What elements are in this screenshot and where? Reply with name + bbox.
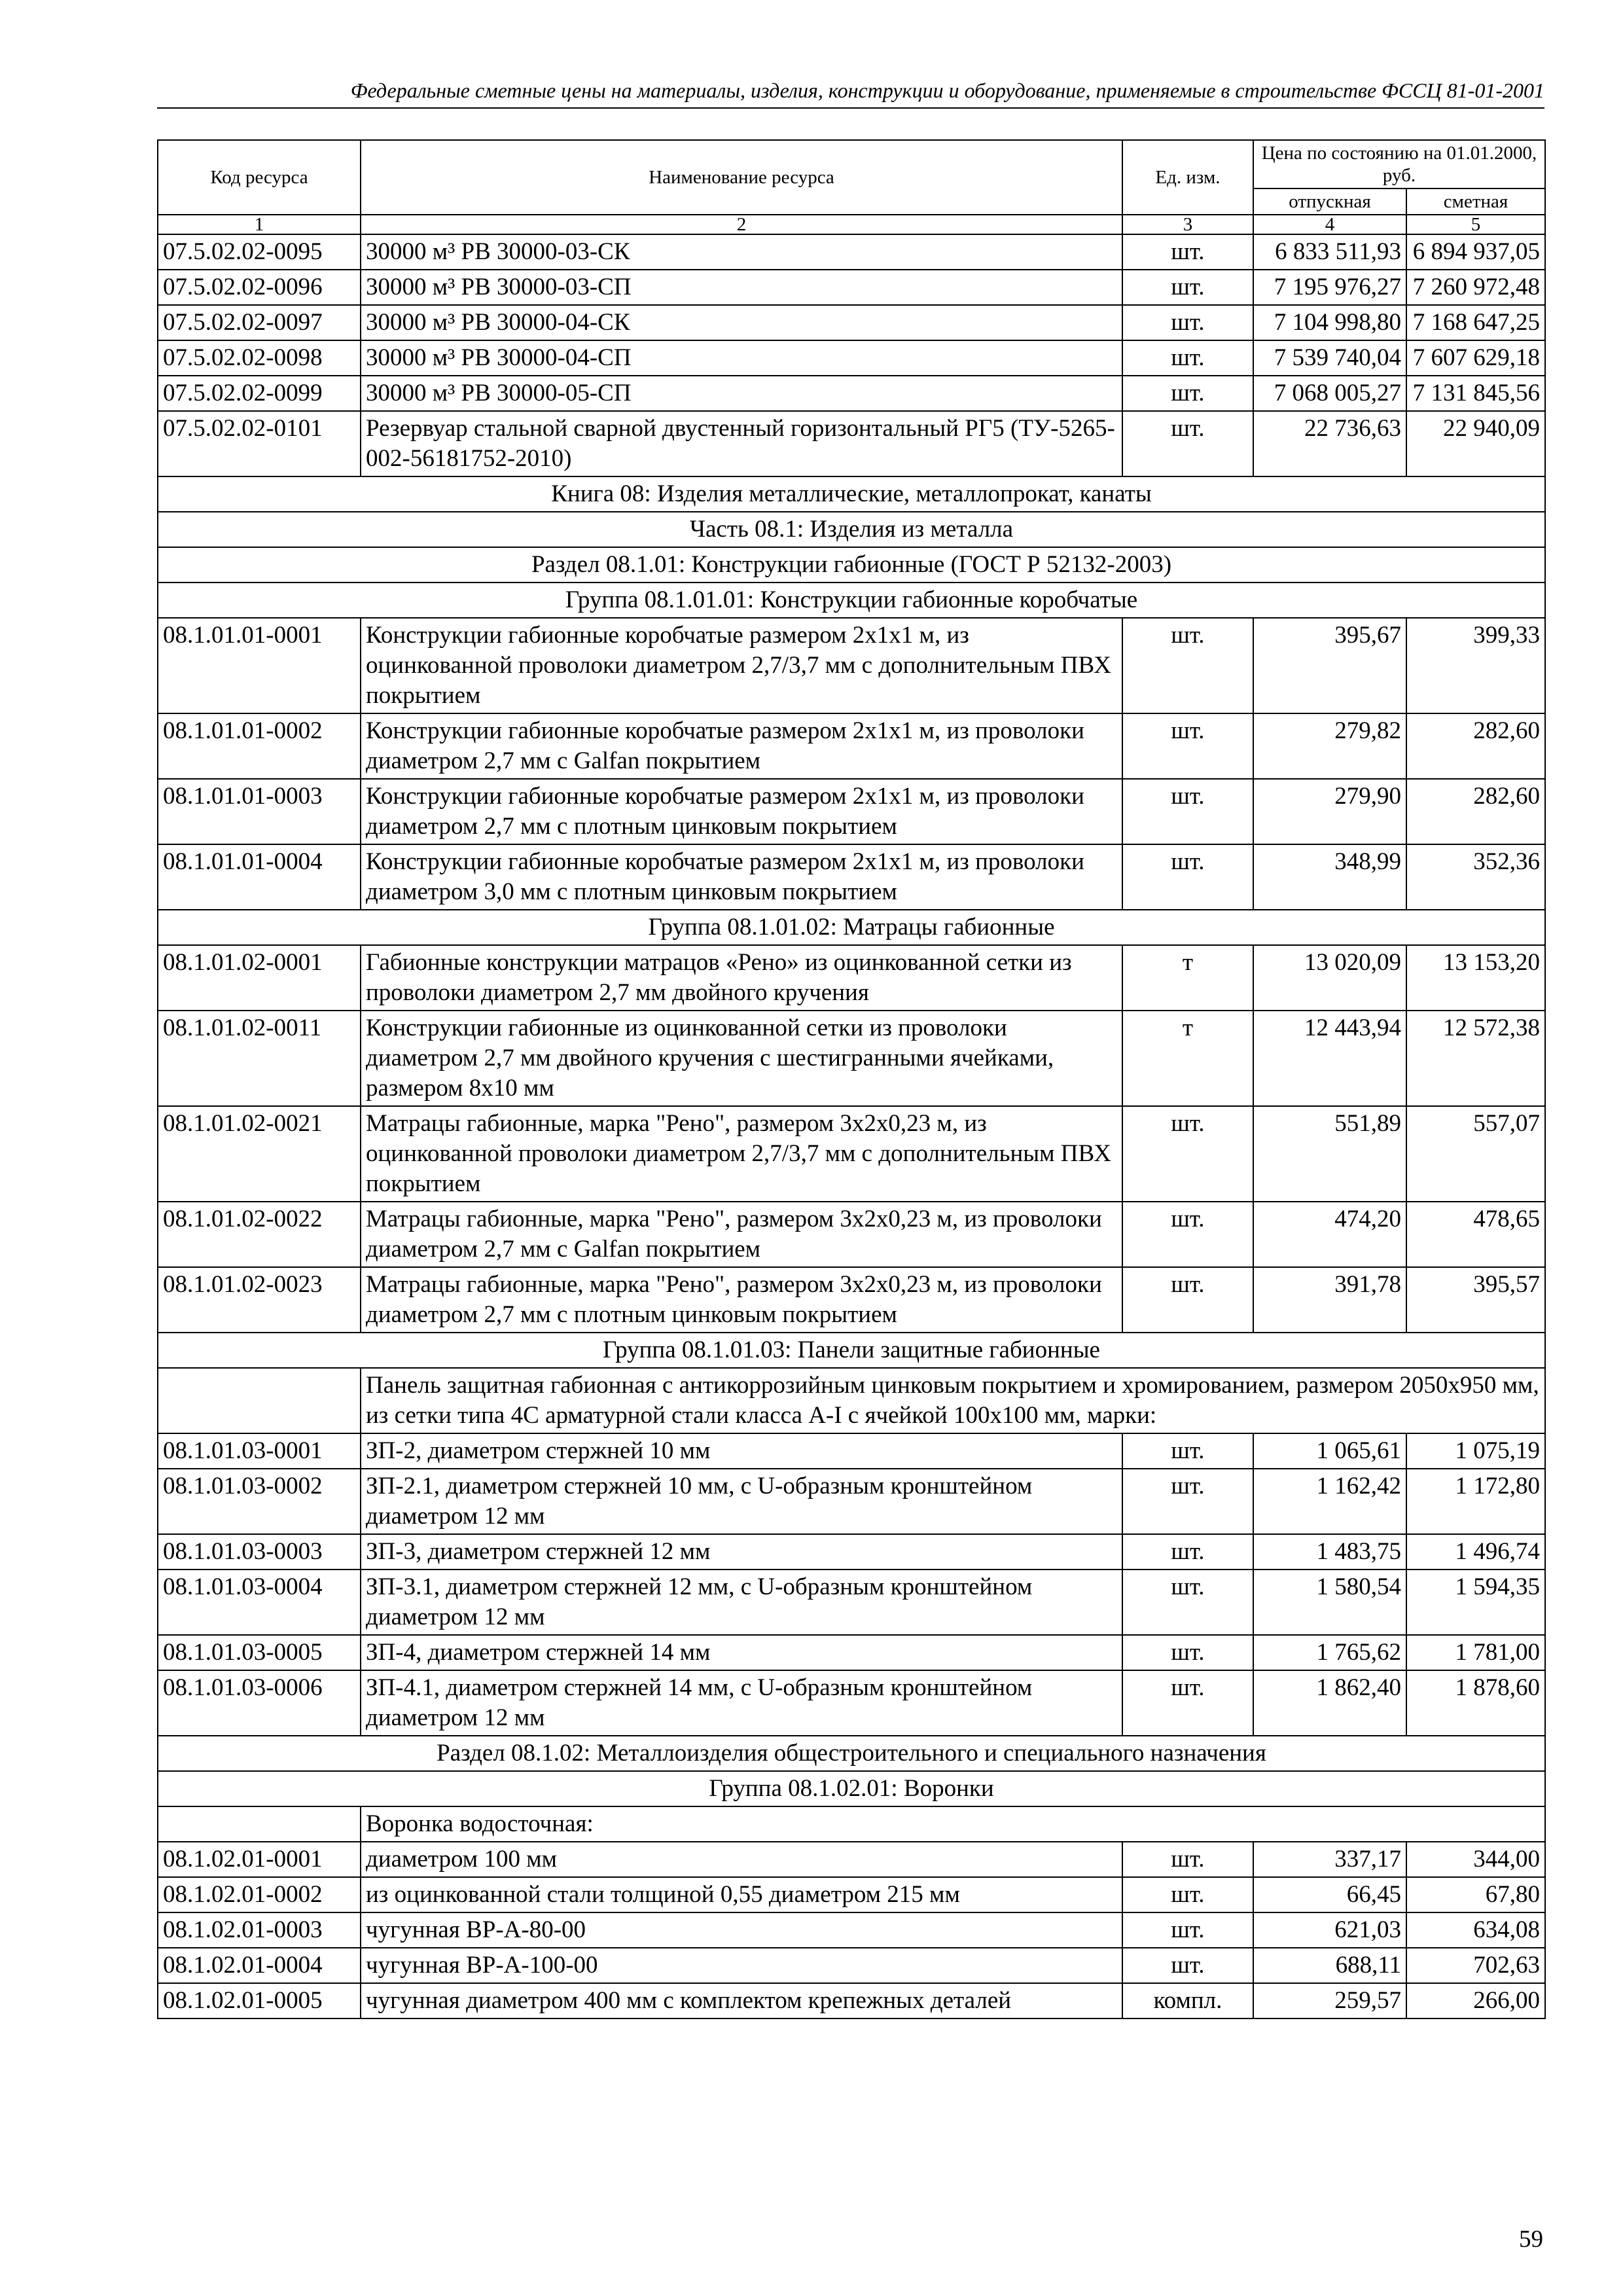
- table-row: [158, 234, 1545, 270]
- estimate-price: 352,36: [1406, 844, 1545, 910]
- estimate-price: 395,57: [1406, 1267, 1545, 1333]
- resource-name: ЗП-4.1, диаметром стержней 14 мм, с U-образным кронштейном диаметром 12 мм: [361, 1670, 1122, 1736]
- resource-code: 08.1.01.01-0001: [158, 618, 361, 713]
- unit: шт.: [1122, 1267, 1253, 1333]
- unit: т: [1122, 1011, 1253, 1106]
- resource-name: ЗП-3.1, диаметром стержней 12 мм, с U-образным кронштейном диаметром 12 мм: [361, 1570, 1122, 1635]
- group-heading: Группа 08.1.01.03: Панели защитные габионные: [158, 1333, 1545, 1368]
- page-number: 59: [1519, 2226, 1543, 2253]
- resource-name: 30000 м³ РВ 30000-03-СП: [361, 270, 1122, 305]
- table-row: [158, 1202, 1545, 1267]
- resource-code: 08.1.01.03-0005: [158, 1635, 361, 1670]
- group-heading: Группа 08.1.01.01: Конструкции габионные коробчатые: [158, 583, 1545, 618]
- release-price: 13 020,09: [1253, 945, 1406, 1011]
- group-heading: Группа 08.1.01.02: Матрацы габионные: [158, 910, 1545, 945]
- resource-code: 07.5.02.02-0098: [158, 340, 361, 376]
- table-row: [158, 376, 1545, 411]
- table-row: [158, 270, 1545, 305]
- unit: шт.: [1122, 1877, 1253, 1912]
- estimate-price: 1 594,35: [1406, 1570, 1545, 1635]
- release-price: 1 765,62: [1253, 1635, 1406, 1670]
- unit: шт.: [1122, 1534, 1253, 1570]
- resource-name: чугунная ВР-А-80-00: [361, 1912, 1122, 1948]
- resource-code: 08.1.02.01-0005: [158, 1983, 361, 2018]
- estimate-price: 557,07: [1406, 1106, 1545, 1202]
- col-number: 2: [361, 215, 1122, 234]
- unit: шт.: [1122, 1912, 1253, 1948]
- table-body: [158, 234, 1545, 2018]
- table-row: [158, 618, 1545, 713]
- resource-code: 08.1.01.02-0011: [158, 1011, 361, 1106]
- estimate-price: 282,60: [1406, 713, 1545, 779]
- release-price: 391,78: [1253, 1267, 1406, 1333]
- release-price: 551,89: [1253, 1106, 1406, 1202]
- intro-text: Воронка водосточная:: [361, 1806, 1545, 1842]
- estimate-price: 478,65: [1406, 1202, 1545, 1267]
- table-row: [158, 411, 1545, 476]
- unit: шт.: [1122, 1469, 1253, 1534]
- resource-name: 30000 м³ РВ 30000-04-СП: [361, 340, 1122, 376]
- table-row: [158, 844, 1545, 910]
- resource-name: Конструкции габионные коробчатые размером 2x1x1 м, из оцинкованной проволоки диаметром 2,7/3,7 мм с дополнительным ПВХ покрытием: [361, 618, 1122, 713]
- resource-code: 08.1.02.01-0004: [158, 1948, 361, 1983]
- unit: т: [1122, 945, 1253, 1011]
- part-heading-row: [158, 512, 1545, 547]
- unit: компл.: [1122, 1983, 1253, 2018]
- resource-code: 07.5.02.02-0099: [158, 376, 361, 411]
- col-number: 5: [1406, 215, 1545, 234]
- estimate-price: 1 878,60: [1406, 1670, 1545, 1736]
- unit: шт.: [1122, 270, 1253, 305]
- col-header-price-group: Цена по состоянию на 01.01.2000, руб.: [1253, 140, 1545, 188]
- estimate-price: 1 496,74: [1406, 1534, 1545, 1570]
- release-price: 6 833 511,93: [1253, 234, 1406, 270]
- release-price: 688,11: [1253, 1948, 1406, 1983]
- release-price: 1 862,40: [1253, 1670, 1406, 1736]
- table-row: [158, 945, 1545, 1011]
- estimate-price: 344,00: [1406, 1842, 1545, 1877]
- estimate-price: 266,00: [1406, 1983, 1545, 2018]
- estimate-price: 12 572,38: [1406, 1011, 1545, 1106]
- estimate-price: 399,33: [1406, 618, 1545, 713]
- resource-code: 08.1.02.01-0002: [158, 1877, 361, 1912]
- table-row: [158, 1877, 1545, 1912]
- unit: шт.: [1122, 305, 1253, 340]
- intro-row: [158, 1368, 1545, 1433]
- unit: шт.: [1122, 1106, 1253, 1202]
- estimate-price: 7 607 629,18: [1406, 340, 1545, 376]
- resource-code: 08.1.01.03-0006: [158, 1670, 361, 1736]
- resource-code: 08.1.01.03-0004: [158, 1570, 361, 1635]
- resource-name: Конструкции габионные коробчатые размером 2x1x1 м, из проволоки диаметром 2,7 мм с плотным цинковым покрытием: [361, 779, 1122, 844]
- resource-name: Конструкции габионные коробчатые размером 2x1x1 м, из проволоки диаметром 3,0 мм с плотным цинковым покрытием: [361, 844, 1122, 910]
- resource-code: 08.1.01.02-0021: [158, 1106, 361, 1202]
- release-price: 621,03: [1253, 1912, 1406, 1948]
- resource-name: чугунная ВР-А-100-00: [361, 1948, 1122, 1983]
- resource-code: 07.5.02.02-0095: [158, 234, 361, 270]
- table-row: [158, 1570, 1545, 1635]
- release-price: 279,90: [1253, 779, 1406, 844]
- resource-code: 08.1.01.01-0002: [158, 713, 361, 779]
- section-heading: Раздел 08.1.01: Конструкции габионные (ГОСТ Р 52132-2003): [158, 547, 1545, 583]
- intro-row: [158, 1806, 1545, 1842]
- col-header-estimate: сметная: [1406, 188, 1545, 215]
- table-row: [158, 1011, 1545, 1106]
- col-header-release: отпускная: [1253, 188, 1406, 215]
- group-heading: Группа 08.1.02.01: Воронки: [158, 1771, 1545, 1806]
- intro-text: Панель защитная габионная с антикоррозийным цинковым покрытием и хромированием, размером 2050x950 мм, из сетки типа 4С арматурной стали класса А-I с ячейкой 100x100 мм, марки:: [361, 1368, 1545, 1433]
- release-price: 279,82: [1253, 713, 1406, 779]
- unit: шт.: [1122, 1948, 1253, 1983]
- resource-code: 08.1.01.02-0022: [158, 1202, 361, 1267]
- resource-name: Матрацы габионные, марка "Рено", размером 3x2x0,23 м, из проволоки диаметром 2,7 мм с плотным цинковым покрытием: [361, 1267, 1122, 1333]
- resource-name: Конструкции габионные коробчатые размером 2x1x1 м, из проволоки диаметром 2,7 мм с Galfan покрытием: [361, 713, 1122, 779]
- table-row: [158, 1635, 1545, 1670]
- estimate-price: 1 781,00: [1406, 1635, 1545, 1670]
- section-heading: Раздел 08.1.02: Металлоизделия общестроительного и специального назначения: [158, 1736, 1545, 1771]
- unit: шт.: [1122, 1433, 1253, 1469]
- release-price: 259,57: [1253, 1983, 1406, 2018]
- resource-code: 08.1.01.02-0023: [158, 1267, 361, 1333]
- group-heading-row: [158, 1333, 1545, 1368]
- col-number: 3: [1122, 215, 1253, 234]
- release-price: 7 068 005,27: [1253, 376, 1406, 411]
- release-price: 348,99: [1253, 844, 1406, 910]
- table-row: [158, 340, 1545, 376]
- resource-name: ЗП-3, диаметром стержней 12 мм: [361, 1534, 1122, 1570]
- estimate-price: 1 075,19: [1406, 1433, 1545, 1469]
- resource-name: Матрацы габионные, марка "Рено", размером 3x2x0,23 м, из проволоки диаметром 2,7 мм с Galfan покрытием: [361, 1202, 1122, 1267]
- section-heading-row: [158, 547, 1545, 583]
- running-header: Федеральные сметные цены на материалы, изделия, конструкции и оборудование, применяемые в строительстве ФССЦ 81-01-2001: [157, 77, 1544, 109]
- estimate-price: 22 940,09: [1406, 411, 1545, 476]
- resource-name: диаметром 100 мм: [361, 1842, 1122, 1877]
- release-price: 1 580,54: [1253, 1570, 1406, 1635]
- resource-code: 08.1.01.01-0004: [158, 844, 361, 910]
- resource-code: 07.5.02.02-0096: [158, 270, 361, 305]
- resource-code: 08.1.01.03-0001: [158, 1433, 361, 1469]
- resource-name: чугунная диаметром 400 мм с комплектом крепежных деталей: [361, 1983, 1122, 2018]
- book-heading: Книга 08: Изделия металлические, металлопрокат, канаты: [158, 476, 1545, 512]
- release-price: 395,67: [1253, 618, 1406, 713]
- table-row: [158, 1534, 1545, 1570]
- estimate-price: 1 172,80: [1406, 1469, 1545, 1534]
- resource-code: 08.1.02.01-0001: [158, 1842, 361, 1877]
- group-heading-row: [158, 583, 1545, 618]
- release-price: 12 443,94: [1253, 1011, 1406, 1106]
- table-row: [158, 1912, 1545, 1948]
- release-price: 7 539 740,04: [1253, 340, 1406, 376]
- estimate-price: 634,08: [1406, 1912, 1545, 1948]
- resource-code: 07.5.02.02-0097: [158, 305, 361, 340]
- unit: шт.: [1122, 618, 1253, 713]
- unit: шт.: [1122, 1842, 1253, 1877]
- table-row: [158, 1267, 1545, 1333]
- table-row: [158, 1948, 1545, 1983]
- group-heading-row: [158, 910, 1545, 945]
- resource-name: ЗП-2, диаметром стержней 10 мм: [361, 1433, 1122, 1469]
- table-row: [158, 1983, 1545, 2018]
- resource-code: 07.5.02.02-0101: [158, 411, 361, 476]
- estimate-price: 7 131 845,56: [1406, 376, 1545, 411]
- table-row: [158, 1842, 1545, 1877]
- estimate-price: 282,60: [1406, 779, 1545, 844]
- estimate-price: 7 168 647,25: [1406, 305, 1545, 340]
- part-heading: Часть 08.1: Изделия из металла: [158, 512, 1545, 547]
- estimate-price: 13 153,20: [1406, 945, 1545, 1011]
- estimate-price: 67,80: [1406, 1877, 1545, 1912]
- book-heading-row: [158, 476, 1545, 512]
- release-price: 337,17: [1253, 1842, 1406, 1877]
- release-price: 66,45: [1253, 1877, 1406, 1912]
- resource-name: ЗП-2.1, диаметром стержней 10 мм, с U-образным кронштейном диаметром 12 мм: [361, 1469, 1122, 1534]
- resource-code: 08.1.01.03-0003: [158, 1534, 361, 1570]
- release-price: 1 065,61: [1253, 1433, 1406, 1469]
- release-price: 22 736,63: [1253, 411, 1406, 476]
- unit: шт.: [1122, 1670, 1253, 1736]
- unit: шт.: [1122, 1635, 1253, 1670]
- resource-name: Конструкции габионные из оцинкованной сетки из проволоки диаметром 2,7 мм двойного кручения с шестигранными ячейками, размером 8x10 мм: [361, 1011, 1122, 1106]
- col-header-unit: Ед. изм.: [1122, 140, 1253, 215]
- table-row: [158, 305, 1545, 340]
- table-row: [158, 1469, 1545, 1534]
- resource-name: Матрацы габионные, марка "Рено", размером 3x2x0,23 м, из оцинкованной проволоки диаметром 2,7/3,7 мм с дополнительным ПВХ покрытием: [361, 1106, 1122, 1202]
- release-price: 7 104 998,80: [1253, 305, 1406, 340]
- table-row: [158, 779, 1545, 844]
- unit: шт.: [1122, 844, 1253, 910]
- estimate-price: 7 260 972,48: [1406, 270, 1545, 305]
- resource-name: 30000 м³ РВ 30000-03-СК: [361, 234, 1122, 270]
- col-header-name: Наименование ресурса: [361, 140, 1122, 215]
- release-price: 1 483,75: [1253, 1534, 1406, 1570]
- resource-name: 30000 м³ РВ 30000-04-СК: [361, 305, 1122, 340]
- unit: шт.: [1122, 411, 1253, 476]
- table-row: [158, 713, 1545, 779]
- estimate-price: 6 894 937,05: [1406, 234, 1545, 270]
- table-row: [158, 1670, 1545, 1736]
- resource-code: [158, 1806, 361, 1842]
- release-price: 7 195 976,27: [1253, 270, 1406, 305]
- resource-name: 30000 м³ РВ 30000-05-СП: [361, 376, 1122, 411]
- release-price: 1 162,42: [1253, 1469, 1406, 1534]
- price-table: [157, 139, 1546, 2019]
- estimate-price: 702,63: [1406, 1948, 1545, 1983]
- col-number: 1: [158, 215, 361, 234]
- resource-name: из оцинкованной стали толщиной 0,55 диаметром 215 мм: [361, 1877, 1122, 1912]
- unit: шт.: [1122, 234, 1253, 270]
- unit: шт.: [1122, 1570, 1253, 1635]
- resource-name: Габионные конструкции матрацов «Рено» из оцинкованной сетки из проволоки диаметром 2,7 мм двойного кручения: [361, 945, 1122, 1011]
- table-row: [158, 1433, 1545, 1469]
- resource-code: [158, 1368, 361, 1433]
- unit: шт.: [1122, 376, 1253, 411]
- resource-name: Резервуар стальной сварной двустенный горизонтальный РГ5 (ТУ-5265-002-56181752-2010): [361, 411, 1122, 476]
- resource-code: 08.1.01.01-0003: [158, 779, 361, 844]
- unit: шт.: [1122, 1202, 1253, 1267]
- release-price: 474,20: [1253, 1202, 1406, 1267]
- unit: шт.: [1122, 340, 1253, 376]
- unit: шт.: [1122, 779, 1253, 844]
- resource-code: 08.1.01.02-0001: [158, 945, 361, 1011]
- resource-code: 08.1.02.01-0003: [158, 1912, 361, 1948]
- section-heading-row: [158, 1736, 1545, 1771]
- col-number: 4: [1253, 215, 1406, 234]
- group-heading-row: [158, 1771, 1545, 1806]
- col-header-code: Код ресурса: [158, 140, 361, 215]
- unit: шт.: [1122, 713, 1253, 779]
- resource-code: 08.1.01.03-0002: [158, 1469, 361, 1534]
- resource-name: ЗП-4, диаметром стержней 14 мм: [361, 1635, 1122, 1670]
- table-row: [158, 1106, 1545, 1202]
